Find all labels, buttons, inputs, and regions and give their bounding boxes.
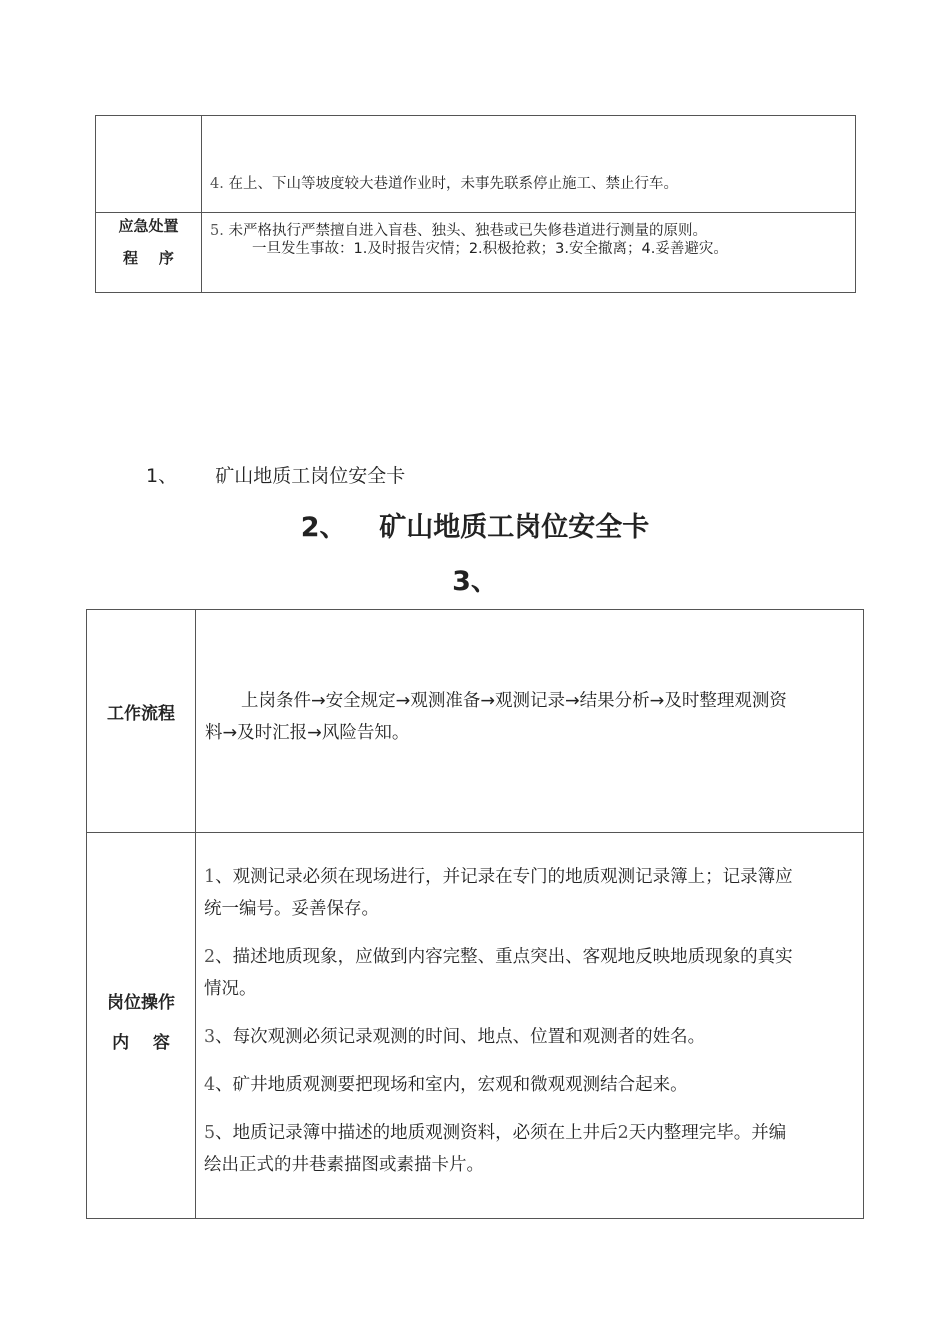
rule-item-4: 4. 在上、下山等坡度较大巷道作业时，未事先联系停止施工、禁止行车。 — [210, 176, 678, 192]
workflow-text: 上岗条件→安全规定→观测准备→观测记录→结果分析→及时整理观测资 料→及时汇报→风险告知。 — [205, 691, 787, 743]
operation-item-2: 2、描述地质现象，应做到内容完整、重点突出、客观地反映地质现象的真实 情况。 — [204, 947, 793, 999]
operation-item-4: 4、矿井地质观测要把现场和室内，宏观和微观观测结合起来。 — [204, 1075, 688, 1095]
operations-label: 岗位操作 内 容 — [107, 993, 175, 1053]
operation-item-3: 3、每次观测必须记录观测的时间、地点、位置和观测者的姓名。 — [204, 1027, 706, 1047]
workflow-label: 工作流程 — [107, 704, 175, 724]
rule-item-5: 5. 未严格执行严禁擅自进入盲巷、独头、独巷或已失修巷道进行测量的原则。 — [210, 223, 707, 239]
heading-1: 1、 矿山地质工岗位安全卡 — [146, 465, 406, 487]
heading-2: 2、 矿山地质工岗位安全卡 — [300, 512, 650, 543]
operation-item-1: 1、观测记录必须在现场进行，并记录在专门的地质观测记录簿上；记录簿应 统一编号。妥善保存。 — [204, 867, 793, 919]
operation-item-5: 5、地质记录簿中描述的地质观测资料，必须在上井后2天内整理完毕。并编 绘出正式的井巷素描图或素描卡片。 — [204, 1123, 787, 1175]
emergency-procedure-text: 一旦发生事故：1.及时报告灾情；2.积极抢救；3.安全撤离；4.妥善避灾。 — [252, 241, 728, 257]
heading-3: 3、 — [452, 566, 498, 597]
emergency-label: 应急处置 程 序 — [118, 217, 179, 267]
